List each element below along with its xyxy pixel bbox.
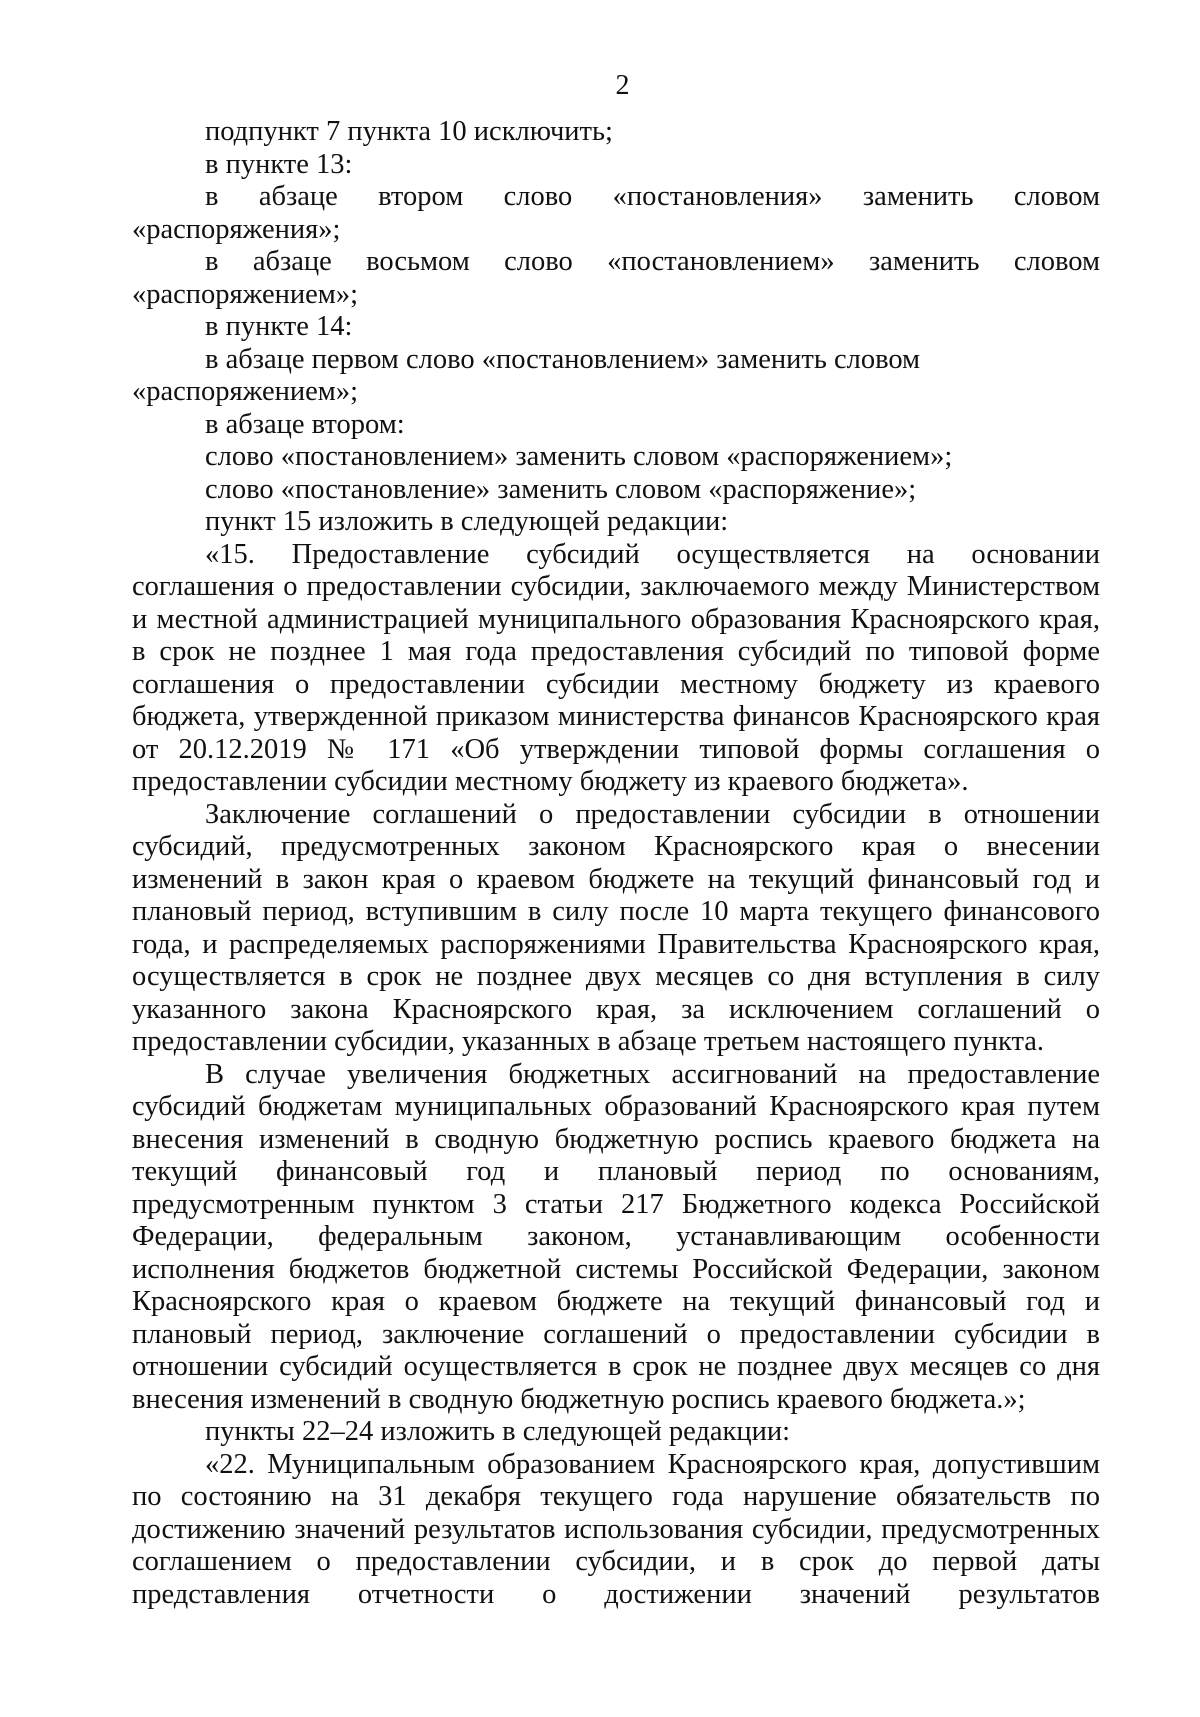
paragraph-item-13-heading: в пункте 13: xyxy=(205,148,353,180)
paragraph-replace-postanovlenie: слово «постановление» заменить словом «распоряжение»; xyxy=(205,473,917,505)
paragraph-exclude-subitem-7: подпункт 7 пункта 10 исключить; xyxy=(205,116,613,147)
paragraph-budget-increase: В случае увеличения бюджетных ассигнований на предоставление субсидий бюджетам муниципальных образований Красноярского края путем внесения изменений в сводную бюджетную роспись краевого бюджета на текущий финансовый год и плановый период по основаниям, предусмотренным пунктом 3 статьи 217 Бюджетного кодекса Российской Федерации, федеральным законом, устанавливающим особенности исполнения бюджетов бюджетной системы Российской Федерации, законом Красноярского края о краевом бюджете на текущий финансовый год и плановый период, заключение соглашений о предоставлении субсидии в отношении субсидий осуществляется в срок не позднее двух месяцев со дня внесения изменений в сводную бюджетную роспись краевого бюджета.»; xyxy=(132,1058,1100,1415)
paragraph-item-22-text: «22. Муниципальным образованием Красноярского края, допустившим по состоянию на 31 декабря текущего года нарушение обязательств по достижению значений результатов использования субсидии, предусмотренных соглашением о предоставлении субсидии, и в срок до первой даты представления отчетности о достижении значений результатов xyxy=(132,1448,1100,1610)
paragraph-item-14-second-abzac-heading: в абзаце втором: xyxy=(205,408,405,440)
paragraph-item-14-heading: в пункте 14: xyxy=(205,311,353,342)
paragraph-item-15-text: «15. Предоставление субсидий осуществляется на основании соглашения о предоставлении субсидии, заключаемого между Министерством и местной администрацией муниципального образования Красноярского края, в срок не позднее 1 мая года предоставления субсидий по типовой форме соглашения о предоставлении субсидии местному бюджету из краевого бюджета, утвержденной приказом министерства финансов Красноярского края от 20.12.2019 № 171 «Об утверждении типовой формы соглашения о предоставлении субсидии местному бюджету из краевого бюджета». xyxy=(132,538,1100,797)
paragraph-item-13-eighth-abzac: в абзаце восьмом слово «постановлением» заменить словом «распоряжением»; xyxy=(132,246,1100,310)
paragraph-replace-postanovleniem: слово «постановлением» заменить словом «распоряжением»; xyxy=(205,441,953,472)
paragraph-item-14-first-abzac: в абзаце первом слово «постановлением» заменить словом «распоряжением»; xyxy=(132,343,921,407)
page-number: 2 xyxy=(615,70,630,101)
paragraph-items-22-24-heading: пункты 22–24 изложить в следующей редакции: xyxy=(205,1416,791,1447)
document-body xyxy=(132,116,1100,1611)
paragraph-item-13-second-abzac: в абзаце втором слово «постановления» заменить словом «распоряжения»; xyxy=(132,181,1100,245)
paragraph-item-15-heading: пункт 15 изложить в следующей редакции: xyxy=(205,506,729,537)
paragraph-agreements-conclusion: Заключение соглашений о предоставлении субсидии в отношении субсидий, предусмотренных законом Красноярского края о внесении изменений в закон края о краевом бюджете на текущий финансовый год и плановый период, вступившим в силу после 10 марта текущего финансового года, и распределяемых распоряжениями Правительства Красноярского края, осуществляется в срок не позднее двух месяцев со дня вступления в силу указанного закона Красноярского края, за исключением соглашений о предоставлении субсидии, указанных в абзаце третьем настоящего пункта. xyxy=(132,798,1100,1057)
